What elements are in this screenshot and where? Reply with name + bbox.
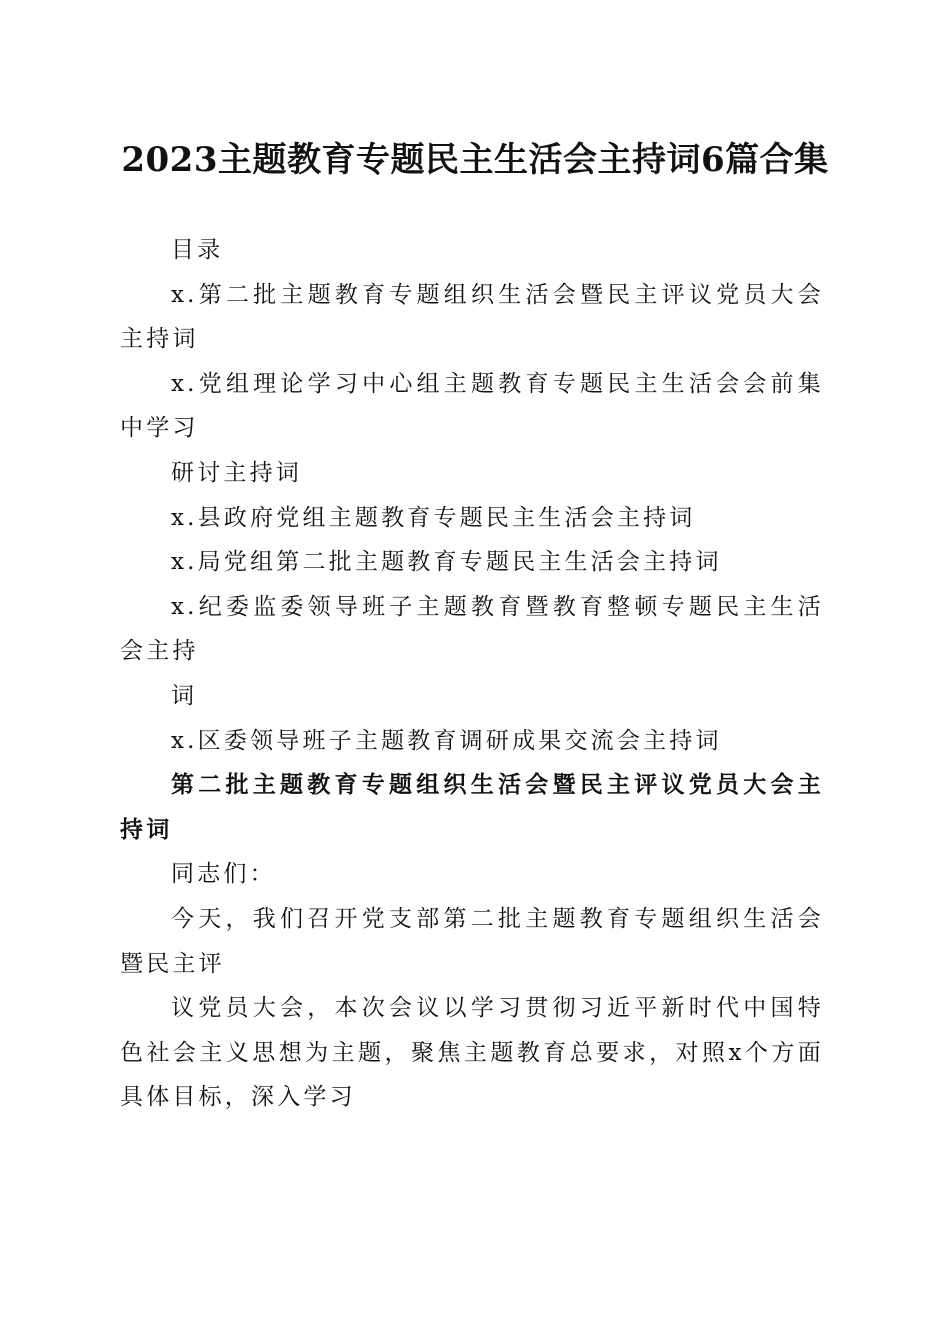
salutation: 同志们： [171,861,276,888]
body-paragraph: 议党员大会，本次会议以学习贯彻习近平新时代中国特色社会主义思想为主题，聚焦主题教育总要求，对照x个方面具体目标，深入学习 [120,995,824,1111]
document-title: 2023主题教育专题民主生活会主持词6篇合集 [121,140,829,180]
toc-item: x.纪委监委领导班子主题教育暨教育整顿专题民主生活会主持 [120,593,824,665]
body-paragraph: 今天，我们召开党支部第二批主题教育专题组织生活会暨民主评 [120,905,824,977]
toc-item-continuation: 研讨主持词 [171,459,302,486]
document-body [120,228,824,1120]
toc-item: x.县政府党组主题教育专题民主生活会主持词 [171,504,696,531]
toc-item: x.局党组第二批主题教育专题民主生活会主持词 [171,549,722,576]
section-heading: 第二批主题教育专题组织生活会暨民主评议党员大会主持词 [120,771,824,843]
toc-item: x.第二批主题教育专题组织生活会暨民主评议党员大会主持词 [120,281,824,353]
toc-item-continuation: 词 [171,682,198,709]
toc-item: x.区委领导班子主题教育调研成果交流会主持词 [171,727,722,754]
toc-item: x.党组理论学习中心组主题教育专题民主生活会会前集中学习 [120,370,824,442]
toc-heading: 目录 [171,237,224,263]
